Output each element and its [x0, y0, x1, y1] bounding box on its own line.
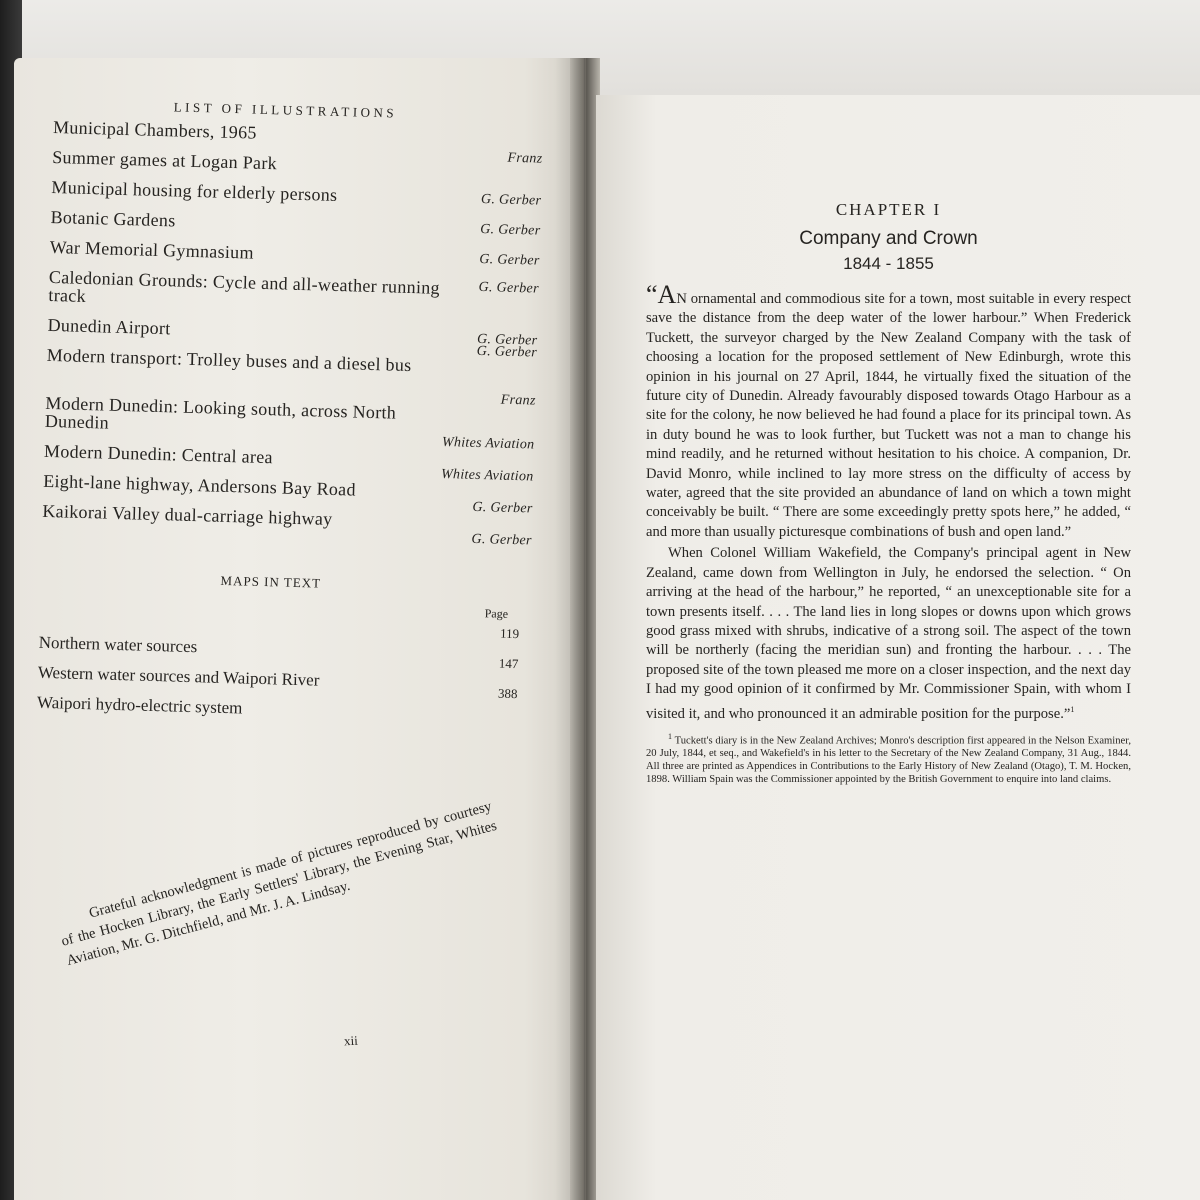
maps-list — [37, 621, 519, 718]
maps-heading: MAPS IN TEXT — [220, 572, 322, 591]
map-name: Northern water sources — [38, 632, 198, 657]
illustration-credit: G. Gerber — [472, 499, 533, 517]
illustration-title: Botanic Gardens — [50, 206, 176, 231]
illustration-credit: Whites Aviation — [440, 466, 534, 485]
illustration-credit: Franz — [507, 150, 543, 167]
illustration-title: Caledonian Grounds: Cycle and all-weather running track — [48, 266, 441, 306]
illustration-title: Municipal Chambers, 1965 — [52, 116, 258, 143]
paragraph — [646, 280, 1131, 542]
illustration-credit: G. Gerber — [476, 343, 538, 361]
illustration-credit: G. Gerber — [476, 331, 538, 349]
illustration-credit: G. Gerber — [478, 279, 540, 297]
left-page — [14, 58, 594, 1200]
map-name: Waipori hydro-electric system — [36, 692, 243, 718]
chapter-body — [646, 280, 1131, 724]
illustration-credit: Franz — [500, 392, 536, 409]
chapter-title: Company and Crown — [799, 228, 978, 249]
footnote-text: Tuckett's diary is in the New Zealand Archives; Monro's description first appeared in the Nelson Examiner, 20 July, 1844, et seq., and Wakefield's in his letter to the Secretary of the New Zealand Company, 31 Aug., 1844. All three are printed as Appendices in Contributions to the Early History of New Zealand (Otago), T. M. Hocken, 1898. William Spain was the Commissioner appointed by the British Government to enquire into land claims. — [646, 735, 1131, 786]
illustration-credit: G. Gerber — [479, 221, 541, 239]
illustration-credit: G. Gerber — [480, 191, 542, 209]
illustration-credit: G. Gerber — [479, 251, 540, 269]
illustration-title: Summer games at Logan Park — [52, 146, 278, 174]
left-page-content — [24, 96, 564, 1190]
illustration-title: Municipal housing for elderly persons — [51, 176, 338, 205]
right-page — [596, 95, 1200, 1200]
illustration-title: Eight-lane highway, Andersons Bay Road — [42, 470, 357, 500]
paragraph-text: When Colonel William Wakefield, the Company's principal agent in New Zealand, came down from Wellington in July, he endorsed the selection. “ On arriving at the head of the harbour,” he reported, “ an unexceptionable site for a town presents itself. . . . The land lies in long slopes or downs upon which grows good grass mixed with shrubs, indicative of a strong soil. The aspect of the town will be northerly (facing the meridian sun) and fronting the harbour. . . . The proposed site of the town pleased me more on a closer inspection, and the next day I had my good opinion of it confirmed by Mr. Commissioner Spain, with whom I visited it, and who pronounced it an admirable position for the purpose.” — [646, 545, 1131, 722]
chapter-label: CHAPTER I — [835, 200, 942, 219]
footnote — [646, 730, 1131, 787]
right-page-content — [646, 180, 1131, 786]
footnote-marker: 1 — [668, 731, 672, 741]
acknowledgment-text: Grateful acknowledgment is made of pictures reproduced by courtesy of the Hocken Library, the Early Settlers' Library, the Evening Star, Whites Aviation, Mr. G. Ditchfield, and Mr. J. A. Lindsay. — [59, 798, 499, 970]
illustration-credit: G. Gerber — [471, 531, 532, 549]
map-name: Western water sources and Waipori River — [37, 662, 320, 690]
chapter-dates: 1844 - 1855 — [843, 254, 934, 273]
page-number: xii — [343, 1032, 359, 1049]
footnote-reference: 1 — [1070, 704, 1075, 714]
illustration-title: Kaikorai Valley dual-carriage highway — [42, 500, 333, 529]
illustration-title: Dunedin Airport — [47, 314, 171, 339]
illustration-title: War Memorial Gymnasium — [49, 236, 255, 263]
illustration-credit: Whites Aviation — [441, 434, 535, 453]
spine-shadow — [555, 58, 585, 1200]
drop-cap: A — [657, 280, 677, 309]
illustration-title: Modern Dunedin: Central area — [43, 440, 274, 468]
illustrations-list — [41, 118, 543, 576]
map-page-number: 119 — [499, 625, 520, 642]
illustration-title: Modern Dunedin: Looking south, across North Dunedin — [44, 392, 397, 433]
paragraph — [646, 544, 1131, 724]
map-page-number: 147 — [498, 655, 519, 672]
opening-quote: “ — [646, 280, 658, 309]
map-page-number: 388 — [497, 685, 518, 702]
running-head: LIST OF ILLUSTRATIONS — [173, 99, 398, 121]
illustration-title: Modern transport: Trolley buses and a diesel bus — [46, 344, 412, 376]
page-column-label: Page — [484, 606, 509, 621]
paragraph-text: N ornamental and commodious site for a town, most suitable in every respect save the distance from the deep water of the lower harbour.” When Frederick Tuckett, the surveyor charged by the New Zealand Company with the task of choosing a location for the proposed settlement of New Edinburgh, wrote this opinion in his journal on 27 April, 1844, he virtually fixed the situation of the future city of Dunedin. Already favourably disposed towards Otago Harbour as a site for the colony, he now believed he had found a place for its principal town. As in duty bound he was to look further, but Tuckett was not a man to change his mind readily, and he returned without hesitation to his choice. A companion, Dr. David Monro, while inclined to lay more stress on the difficulty of access by water, agreed that the site provided an abundance of land on which a town might conceivably be built. “ There are some exceedingly pretty spots here,” he added, “ and more than usually picturesque combinations of bush and open land.” — [646, 291, 1131, 540]
